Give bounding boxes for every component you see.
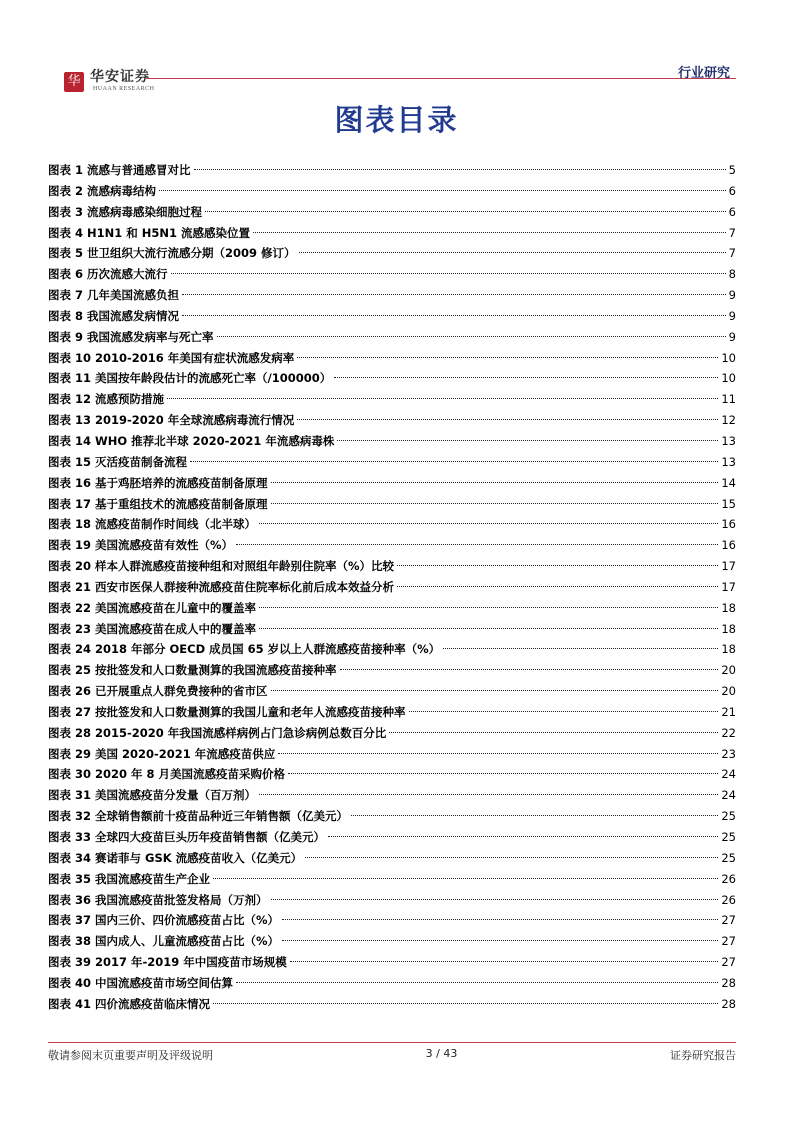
toc-title[interactable]: WHO 推荐北半球 2020-2021 年流感病毒株	[95, 433, 335, 448]
toc-page[interactable]: 10	[721, 350, 736, 365]
toc-entry[interactable]	[48, 910, 736, 931]
toc-leader	[305, 857, 718, 858]
toc-leader	[259, 628, 718, 629]
toc-page[interactable]: 18	[721, 621, 736, 636]
toc-page[interactable]: 22	[721, 725, 736, 740]
toc-entry[interactable]	[48, 619, 736, 640]
toc-title[interactable]: 2019-2020 年全球流感病毒流行情况	[95, 413, 295, 428]
toc-title[interactable]: 世卫组织大流行流感分期（2009 修订）	[87, 246, 296, 261]
toc-entry[interactable]	[48, 223, 736, 244]
toc-prefix: 图表	[48, 350, 71, 365]
table-of-figures	[48, 160, 736, 1015]
toc-title[interactable]: 2010-2016 年美国有症状流感发病率	[95, 350, 295, 365]
toc-entry[interactable]	[48, 577, 736, 598]
toc-title[interactable]: 2018 年部分 OECD 成员国 65 岁以上人群流感疫苗接种率（%）	[95, 642, 441, 657]
toc-title[interactable]: 样本人群流感疫苗接种组和对照组年龄别住院率（%）比较	[95, 559, 395, 574]
toc-entry[interactable]	[48, 410, 736, 431]
toc-entry[interactable]	[48, 931, 736, 952]
toc-title[interactable]: 四价流感疫苗临床情况	[95, 996, 211, 1011]
toc-page[interactable]: 8	[728, 267, 736, 282]
toc-title[interactable]: 灭活疫苗制备流程	[95, 454, 188, 469]
toc-leader	[397, 565, 718, 566]
toc-entry[interactable]	[48, 681, 736, 702]
toc-number: 7	[75, 288, 84, 303]
toc-prefix: 图表	[48, 475, 71, 490]
toc-leader	[282, 919, 718, 920]
header-divider	[146, 78, 736, 79]
toc-number: 39	[75, 955, 92, 970]
toc-title[interactable]: 按批签发和人口数量测算的我国流感疫苗接种率	[95, 663, 337, 678]
toc-leader	[182, 315, 726, 316]
toc-title[interactable]: 美国按年龄段估计的流感死亡率（/100000）	[95, 371, 332, 386]
toc-leader	[159, 190, 726, 191]
toc-title[interactable]: 已开展重点人群免费接种的省市区	[95, 684, 268, 699]
toc-title[interactable]: 中国流感疫苗市场空间估算	[95, 975, 234, 990]
toc-number: 15	[75, 454, 92, 469]
toc-prefix: 图表	[48, 913, 71, 928]
toc-leader	[409, 711, 719, 712]
toc-title[interactable]: H1N1 和 H5N1 流感感染位置	[87, 225, 251, 240]
toc-page[interactable]: 26	[721, 892, 736, 907]
toc-entry[interactable]	[48, 389, 736, 410]
toc-leader	[271, 899, 719, 900]
toc-prefix: 图表	[48, 371, 71, 386]
toc-entry[interactable]	[48, 348, 736, 369]
toc-number: 29	[75, 746, 92, 761]
toc-leader	[290, 961, 719, 962]
toc-entry[interactable]	[48, 556, 736, 577]
toc-prefix: 图表	[48, 892, 71, 907]
toc-number: 20	[75, 559, 92, 574]
toc-title[interactable]: 美国 2020-2021 年流感疫苗供应	[95, 746, 276, 761]
toc-prefix: 图表	[48, 830, 71, 844]
toc-leader	[167, 398, 718, 399]
toc-number: 12	[75, 392, 92, 407]
toc-prefix: 图表	[48, 975, 71, 990]
toc-number: 6	[75, 267, 84, 282]
toc-entry[interactable]	[48, 660, 736, 681]
toc-page[interactable]: 13	[721, 433, 736, 448]
toc-leader	[297, 419, 718, 420]
toc-prefix: 图表	[48, 621, 71, 636]
toc-page[interactable]: 5	[728, 163, 736, 177]
toc-prefix: 图表	[48, 559, 71, 574]
toc-entry[interactable]	[48, 243, 736, 264]
toc-title[interactable]: 基于鸡胚培养的流感疫苗制备原理	[95, 475, 268, 490]
toc-title[interactable]: 全球销售额前十疫苗品种近三年销售额（亿美元）	[95, 809, 349, 824]
toc-number: 34	[75, 850, 92, 865]
toc-number: 3	[75, 204, 84, 219]
toc-prefix: 图表	[48, 183, 71, 198]
toc-page[interactable]: 6	[728, 204, 736, 219]
toc-page[interactable]: 10	[721, 371, 736, 386]
toc-entry[interactable]	[48, 952, 736, 973]
toc-page[interactable]: 20	[721, 663, 736, 678]
toc-entry[interactable]	[48, 327, 736, 348]
toc-title[interactable]: 我国流感疫苗生产企业	[95, 871, 211, 886]
toc-number: 24	[75, 642, 92, 657]
toc-title[interactable]: 流感疫苗制作时间线（北半球）	[95, 517, 257, 532]
toc-number: 38	[75, 934, 92, 949]
toc-leader	[443, 648, 718, 649]
toc-prefix: 图表	[48, 725, 71, 740]
toc-number: 25	[75, 663, 92, 678]
toc-prefix: 图表	[48, 663, 71, 678]
toc-prefix: 图表	[48, 225, 71, 240]
toc-entry[interactable]	[48, 473, 736, 494]
toc-title[interactable]: 美国流感疫苗分发量（百万剂）	[95, 788, 257, 803]
toc-number: 36	[75, 892, 92, 907]
toc-number: 10	[75, 350, 92, 365]
toc-entry[interactable]	[48, 785, 736, 806]
toc-entry[interactable]	[48, 744, 736, 765]
toc-leader	[213, 878, 718, 879]
toc-prefix: 图表	[48, 163, 71, 177]
toc-prefix: 图表	[48, 288, 71, 303]
toc-entry[interactable]	[48, 181, 736, 202]
toc-prefix: 图表	[48, 809, 71, 824]
toc-title[interactable]: 全球四大疫苗巨头历年疫苗销售额（亿美元）	[95, 830, 326, 844]
toc-page[interactable]: 20	[721, 684, 736, 699]
toc-prefix: 图表	[48, 684, 71, 699]
toc-prefix: 图表	[48, 538, 71, 553]
toc-leader	[194, 169, 726, 170]
toc-leader	[190, 461, 718, 462]
toc-page[interactable]: 17	[721, 559, 736, 574]
toc-leader	[288, 773, 718, 774]
toc-prefix: 图表	[48, 996, 71, 1011]
toc-title[interactable]: 2020 年 8 月美国流感疫苗采购价格	[95, 767, 286, 782]
toc-entry[interactable]	[48, 848, 736, 869]
toc-leader	[299, 252, 726, 253]
toc-prefix: 图表	[48, 767, 71, 782]
toc-leader	[297, 357, 718, 358]
toc-number: 14	[75, 433, 92, 448]
toc-page[interactable]: 13	[721, 454, 736, 469]
toc-title[interactable]: 历次流感大流行	[87, 267, 168, 282]
toc-number: 19	[75, 538, 92, 553]
toc-title[interactable]: 按批签发和人口数量测算的我国儿童和老年人流感疫苗接种率	[95, 704, 406, 719]
toc-number: 28	[75, 725, 92, 740]
toc-number: 22	[75, 600, 92, 615]
toc-entry[interactable]	[48, 535, 736, 556]
page-header	[46, 60, 736, 109]
toc-number: 21	[75, 579, 92, 594]
toc-prefix: 图表	[48, 517, 71, 532]
toc-title[interactable]: 基于重组技术的流感疫苗制备原理	[95, 496, 268, 511]
toc-page[interactable]: 23	[721, 746, 736, 761]
toc-leader	[351, 815, 718, 816]
toc-title[interactable]: 我国流感疫苗批签发格局（万剂）	[95, 892, 268, 907]
toc-page[interactable]: 6	[728, 183, 736, 198]
toc-number: 2	[75, 183, 84, 198]
toc-entry[interactable]	[48, 160, 736, 181]
toc-entry[interactable]	[48, 452, 736, 473]
toc-entry[interactable]	[48, 973, 736, 994]
toc-title[interactable]: 几年美国流感负担	[87, 288, 180, 303]
toc-entry[interactable]	[48, 827, 736, 848]
toc-number: 27	[75, 704, 92, 719]
toc-leader	[182, 294, 726, 295]
toc-prefix: 图表	[48, 871, 71, 886]
toc-number: 31	[75, 788, 92, 803]
toc-page[interactable]: 7	[728, 246, 736, 261]
toc-entry[interactable]	[48, 994, 736, 1015]
toc-number: 17	[75, 496, 92, 511]
toc-title[interactable]: 流感预防措施	[95, 392, 165, 407]
toc-prefix: 图表	[48, 746, 71, 761]
toc-number: 40	[75, 975, 92, 990]
toc-leader	[205, 211, 726, 212]
toc-leader	[217, 336, 726, 337]
toc-page[interactable]: 14	[721, 475, 736, 490]
toc-prefix: 图表	[48, 267, 71, 282]
toc-prefix: 图表	[48, 433, 71, 448]
toc-prefix: 图表	[48, 329, 71, 344]
toc-entry[interactable]	[48, 890, 736, 911]
toc-leader	[271, 690, 719, 691]
toc-leader	[271, 503, 719, 504]
report-type: 证券研究报告	[669, 1049, 736, 1062]
toc-prefix: 图表	[48, 246, 71, 261]
toc-entry[interactable]	[48, 598, 736, 619]
toc-leader	[253, 232, 726, 233]
toc-page[interactable]: 9	[728, 288, 736, 303]
toc-leader	[334, 377, 718, 378]
toc-page[interactable]: 16	[721, 538, 736, 553]
toc-title[interactable]: 流感与普通感冒对比	[87, 163, 191, 177]
toc-prefix: 图表	[48, 579, 71, 594]
toc-number: 26	[75, 684, 92, 699]
toc-prefix: 图表	[48, 934, 71, 949]
toc-entry[interactable]	[48, 764, 736, 785]
brand-name: 华安证券	[90, 69, 150, 85]
toc-entry[interactable]	[48, 639, 736, 660]
toc-leader	[259, 794, 718, 795]
disclaimer-note: 敬请参阅末页重要声明及评级说明	[48, 1049, 213, 1062]
toc-page[interactable]: 27	[721, 955, 736, 970]
toc-leader	[278, 753, 718, 754]
toc-leader	[236, 544, 718, 545]
toc-title[interactable]: 我国流感发病率与死亡率	[87, 329, 214, 344]
toc-prefix: 图表	[48, 600, 71, 615]
toc-page[interactable]: 18	[721, 642, 736, 657]
toc-number: 16	[75, 475, 92, 490]
toc-prefix: 图表	[48, 392, 71, 407]
toc-page[interactable]: 17	[721, 579, 736, 594]
toc-entry[interactable]	[48, 264, 736, 285]
logo-icon: 华安	[64, 72, 84, 92]
toc-number: 1	[75, 163, 84, 177]
toc-entry[interactable]	[48, 202, 736, 223]
toc-number: 30	[75, 767, 92, 782]
toc-page[interactable]: 21	[721, 704, 736, 719]
toc-entry[interactable]	[48, 723, 736, 744]
toc-leader	[340, 669, 719, 670]
toc-number: 37	[75, 913, 92, 928]
toc-leader	[271, 482, 719, 483]
toc-leader	[171, 273, 726, 274]
toc-entry[interactable]	[48, 494, 736, 515]
toc-title[interactable]: 国内成人、儿童流感疫苗占比（%）	[95, 934, 280, 949]
toc-page[interactable]: 24	[721, 767, 736, 782]
toc-number: 11	[75, 371, 92, 386]
toc-title[interactable]: 2015-2020 年我国流感样病例占门急诊病例总数百分比	[95, 725, 387, 740]
toc-page[interactable]: 26	[721, 871, 736, 886]
toc-page[interactable]: 11	[721, 392, 736, 407]
toc-entry[interactable]	[48, 514, 736, 535]
toc-prefix: 图表	[48, 955, 71, 970]
toc-title[interactable]: 我国流感发病情况	[87, 308, 180, 323]
toc-number: 8	[75, 308, 84, 323]
toc-entry[interactable]	[48, 306, 736, 327]
toc-page[interactable]: 27	[721, 934, 736, 949]
toc-page[interactable]: 9	[728, 308, 736, 323]
toc-prefix: 图表	[48, 788, 71, 803]
toc-title[interactable]: 美国流感疫苗在儿童中的覆盖率	[95, 600, 257, 615]
toc-page[interactable]: 25	[721, 850, 736, 865]
toc-entry[interactable]	[48, 806, 736, 827]
toc-page[interactable]: 7	[728, 225, 736, 240]
toc-leader	[259, 607, 718, 608]
toc-page[interactable]: 12	[721, 413, 736, 428]
toc-entry[interactable]	[48, 869, 736, 890]
report-category: 行业研究	[677, 66, 730, 81]
toc-title[interactable]: 国内三价、四价流感疫苗占比（%）	[95, 913, 280, 928]
toc-number: 41	[75, 996, 92, 1011]
toc-title[interactable]: 流感病毒结构	[87, 183, 157, 198]
toc-number: 32	[75, 809, 92, 824]
toc-page[interactable]: 16	[721, 517, 736, 532]
toc-number: 23	[75, 621, 92, 636]
toc-page[interactable]: 28	[721, 996, 736, 1011]
toc-title[interactable]: 赛诺菲与 GSK 流感疫苗收入（亿美元）	[95, 850, 303, 865]
toc-prefix: 图表	[48, 496, 71, 511]
toc-title[interactable]: 流感病毒感染细胞过程	[87, 204, 203, 219]
toc-leader	[328, 836, 718, 837]
toc-prefix: 图表	[48, 204, 71, 219]
toc-entry[interactable]	[48, 368, 736, 389]
toc-number: 18	[75, 517, 92, 532]
toc-page[interactable]: 25	[721, 809, 736, 824]
toc-leader	[259, 523, 718, 524]
toc-leader	[282, 940, 718, 941]
toc-leader	[389, 732, 718, 733]
toc-entry[interactable]	[48, 431, 736, 452]
toc-number: 9	[75, 329, 84, 344]
toc-entry[interactable]	[48, 702, 736, 723]
toc-page[interactable]: 27	[721, 913, 736, 928]
toc-page[interactable]: 9	[728, 329, 736, 344]
brand-english: HUAAN RESEARCH	[93, 86, 155, 92]
toc-title[interactable]: 西安市医保人群接种流感疫苗住院率标化前后成本效益分析	[95, 579, 395, 594]
toc-number: 33	[75, 830, 92, 844]
footer-divider	[48, 1042, 736, 1043]
page-title: 图表目录	[334, 103, 459, 137]
toc-prefix: 图表	[48, 704, 71, 719]
page-number: 3 / 43	[425, 1047, 458, 1060]
toc-leader	[337, 440, 718, 441]
toc-prefix: 图表	[48, 454, 71, 469]
toc-leader	[236, 982, 718, 983]
page-footer	[48, 1042, 736, 1063]
toc-leader	[397, 586, 718, 587]
toc-number: 5	[75, 246, 84, 261]
toc-prefix: 图表	[48, 308, 71, 323]
toc-prefix: 图表	[48, 850, 71, 865]
toc-page[interactable]: 18	[721, 600, 736, 615]
toc-number: 4	[75, 225, 84, 240]
toc-page[interactable]: 24	[721, 788, 736, 803]
toc-title[interactable]: 美国流感疫苗在成人中的覆盖率	[95, 621, 257, 636]
toc-entry[interactable]	[48, 285, 736, 306]
toc-number: 35	[75, 871, 92, 886]
toc-leader	[213, 1003, 718, 1004]
toc-page[interactable]: 28	[721, 975, 736, 990]
toc-title[interactable]: 2017 年-2019 年中国疫苗市场规模	[95, 955, 287, 970]
toc-page[interactable]: 15	[721, 496, 736, 511]
toc-prefix: 图表	[48, 642, 71, 657]
toc-title[interactable]: 美国流感疫苗有效性（%）	[95, 538, 234, 553]
toc-number: 13	[75, 413, 92, 428]
toc-page[interactable]: 25	[721, 830, 736, 844]
toc-prefix: 图表	[48, 413, 71, 428]
